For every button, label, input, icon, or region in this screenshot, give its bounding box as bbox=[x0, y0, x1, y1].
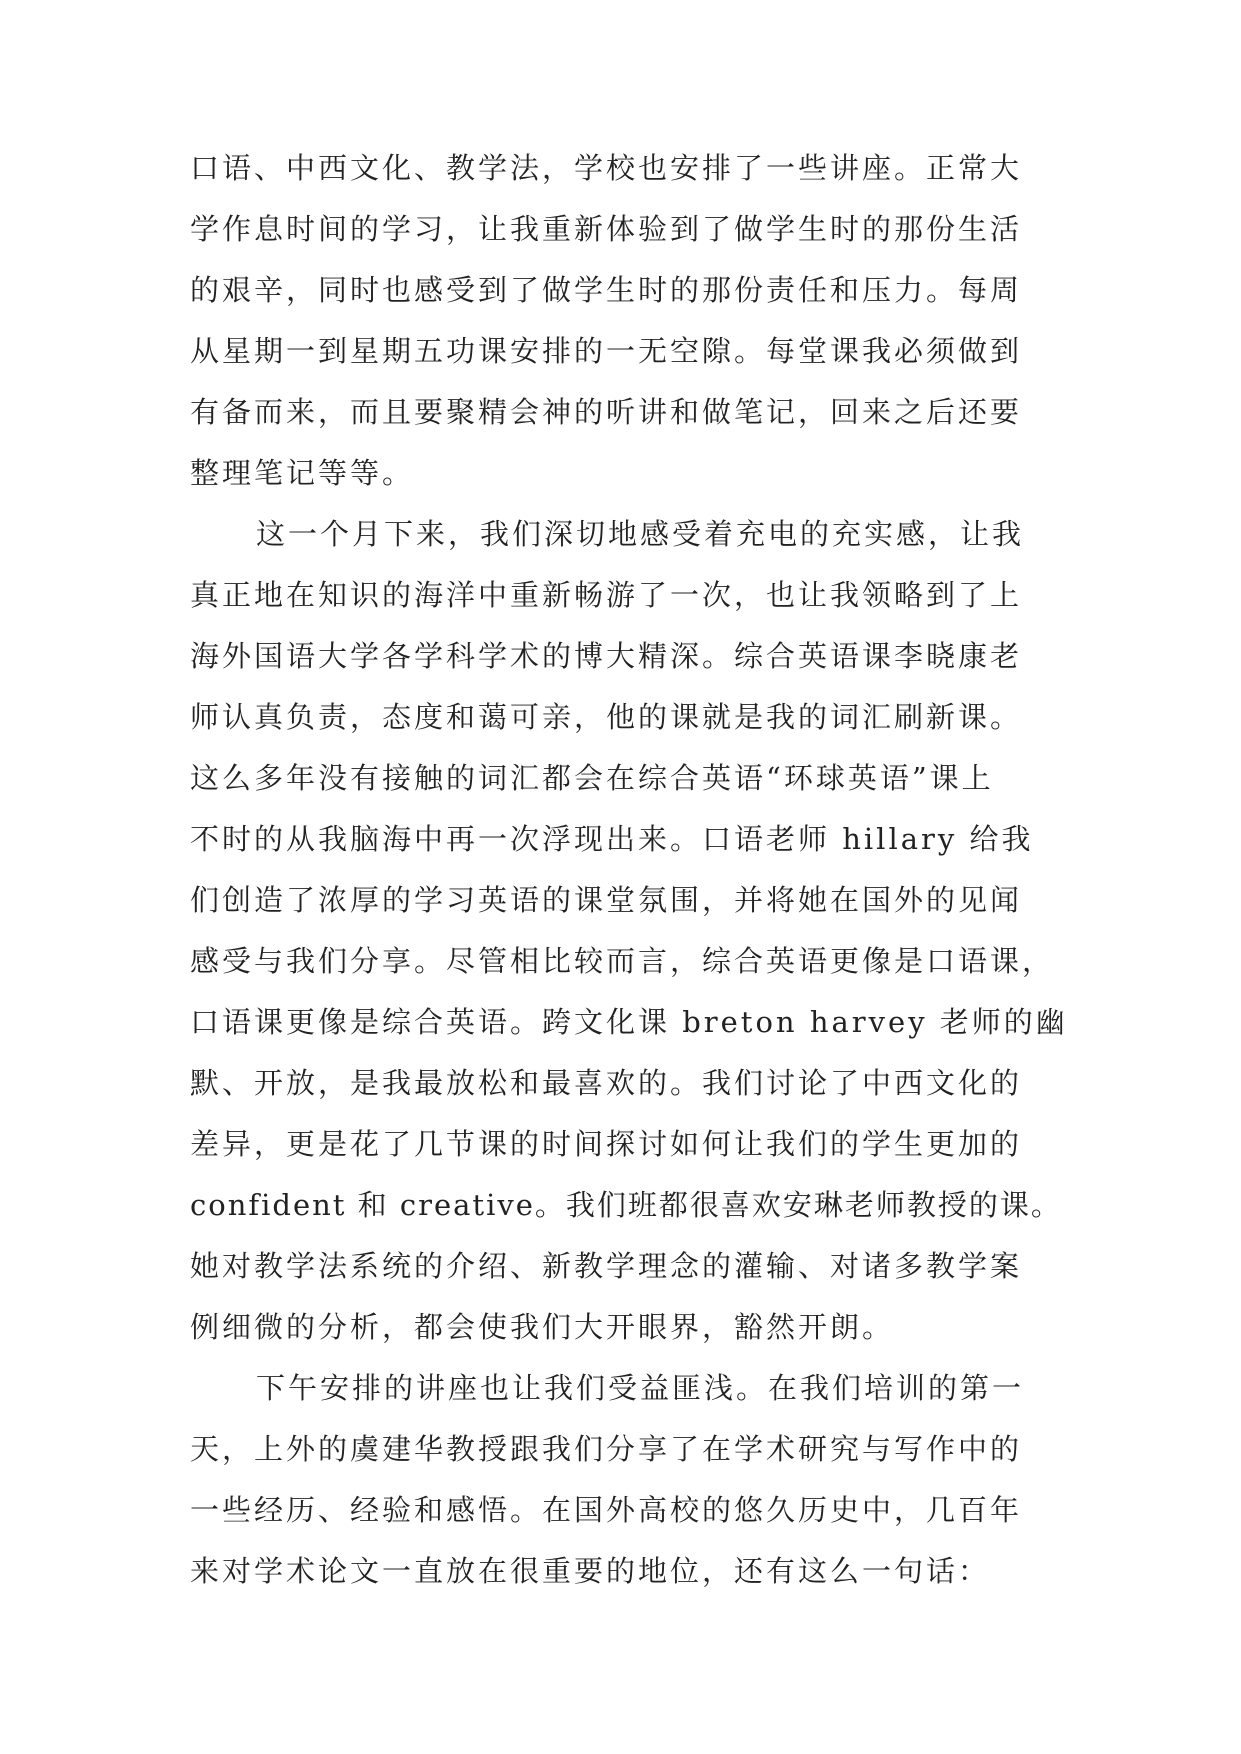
paragraph-2-line-5: 这么多年没有接触的词汇都会在综合英语“环球英语”课上 bbox=[190, 761, 994, 795]
paragraph-2-line-6: 不时的从我脑海中再一次浮现出来。口语老师 hillary 给我 bbox=[190, 822, 1034, 856]
paragraph-2-line-14: 例细微的分析，都会使我们大开眼界，豁然开朗。 bbox=[190, 1310, 895, 1344]
paragraph-1-line-6: 整理笔记等等。 bbox=[190, 456, 415, 490]
paragraph-3-line-1: 下午安排的讲座也让我们受益匪浅。在我们培训的第一 bbox=[256, 1371, 1025, 1405]
paragraph-1-line-2: 学作息时间的学习，让我重新体验到了做学生时的那份生活 bbox=[190, 212, 1023, 246]
paragraph-2-line-1: 这一个月下来，我们深切地感受着充电的充实感，让我 bbox=[256, 517, 1025, 551]
paragraph-1-line-4: 从星期一到星期五功课安排的一无空隙。每堂课我必须做到 bbox=[190, 334, 1023, 368]
paragraph-2-line-7: 们创造了浓厚的学习英语的课堂氛围，并将她在国外的见闻 bbox=[190, 883, 1023, 917]
paragraph-2-line-4: 师认真负责，态度和蔼可亲，他的课就是我的词汇刷新课。 bbox=[190, 700, 1023, 734]
paragraph-1-line-1: 口语、中西文化、教学法，学校也安排了一些讲座。正常大 bbox=[190, 151, 1023, 185]
paragraph-2-line-12: confident 和 creative。我们班都很喜欢安琳老师教授的课。 bbox=[190, 1188, 1062, 1222]
paragraph-2-line-10: 默、开放，是我最放松和最喜欢的。我们讨论了中西文化的 bbox=[190, 1066, 1023, 1100]
paragraph-1-line-5: 有备而来，而且要聚精会神的听讲和做笔记，回来之后还要 bbox=[190, 395, 1023, 429]
paragraph-1-line-3: 的艰辛，同时也感受到了做学生时的那份责任和压力。每周 bbox=[190, 273, 1023, 307]
paragraph-2-line-9: 口语课更像是综合英语。跨文化课 breton harvey 老师的幽 bbox=[190, 1005, 1068, 1039]
paragraph-2-line-13: 她对教学法系统的介绍、新教学理念的灌输、对诸多教学案 bbox=[190, 1249, 1023, 1283]
paragraph-2-line-3: 海外国语大学各学科学术的博大精深。综合英语课李晓康老 bbox=[190, 639, 1023, 673]
paragraph-2-line-8: 感受与我们分享。尽管相比较而言，综合英语更像是口语课， bbox=[190, 944, 1055, 978]
paragraph-2-line-2: 真正地在知识的海洋中重新畅游了一次，也让我领略到了上 bbox=[190, 578, 1023, 612]
paragraph-3-line-3: 一些经历、经验和感悟。在国外高校的悠久历史中，几百年 bbox=[190, 1493, 1023, 1527]
paragraph-3-line-4: 来对学术论文一直放在很重要的地位，还有这么一句话： bbox=[190, 1554, 991, 1588]
paragraph-2-line-11: 差异，更是花了几节课的时间探讨如何让我们的学生更加的 bbox=[190, 1127, 1023, 1161]
paragraph-3-line-2: 天，上外的虞建华教授跟我们分享了在学术研究与写作中的 bbox=[190, 1432, 1023, 1466]
